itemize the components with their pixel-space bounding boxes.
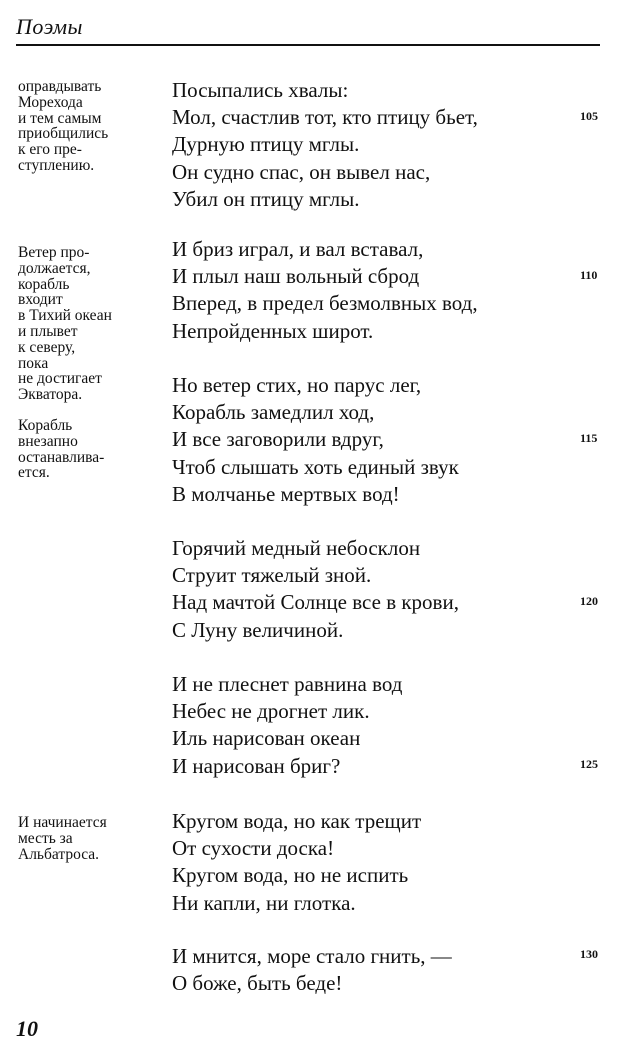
verse-line: С Луну величиной.	[172, 617, 344, 642]
verse-line: И бриз играл, и вал вставал,	[172, 237, 424, 261]
gloss-note: Корабль внезапно останавлива- ется.	[18, 417, 105, 482]
verse-line: Над мачтой Солнце все в крови,	[172, 590, 459, 615]
page-number: 10	[16, 1016, 38, 1041]
stanza	[172, 943, 572, 997]
verse-line: Чтоб слышать хоть единый звук	[172, 454, 459, 479]
verse-line: И все заговорили вдруг,	[172, 427, 384, 452]
verse-line: Мол, счастлив тот, кто птицу бьет,	[172, 105, 478, 130]
verse-line: Вперед, в предел безмолвных вод,	[172, 291, 478, 316]
stanza	[172, 372, 572, 508]
verse-line: Небес не дрогнет лик.	[172, 699, 370, 724]
line-number: 130	[580, 947, 598, 961]
line-number: 125	[580, 757, 598, 771]
verse-line: Непройденных широт.	[172, 318, 374, 343]
stanza	[172, 535, 572, 644]
verse-line: Корабль замедлил ход,	[172, 400, 375, 425]
header-divider	[16, 44, 600, 46]
verse-line: Посыпались хвалы:	[172, 78, 349, 102]
verse-line: И плыл наш вольный сброд	[172, 264, 420, 289]
verse-line: Горячий медный небосклон	[172, 536, 421, 560]
verse-line: И не плеснет равнина вод	[172, 672, 403, 696]
gloss-note: Ветер про- должается, корабль входит в Тихий океан и плывет к северу, пока не достигает Экватора.	[18, 244, 112, 404]
verse-line: О боже, быть беде!	[172, 971, 343, 996]
verse-line: Но ветер стих, но парус лег,	[172, 373, 422, 397]
stanza	[172, 671, 572, 780]
verse-line: И мнится, море стало гнить, —	[172, 944, 452, 968]
verse-line: Он судно спас, он вывел нас,	[172, 159, 431, 184]
stanza	[172, 808, 572, 917]
stanza	[172, 236, 572, 345]
verse-line: Кругом вода, но как трещит	[172, 809, 422, 833]
verse-line: Иль нарисован океан	[172, 726, 361, 751]
verse-line: Кругом вода, но не испить	[172, 863, 409, 888]
verse-line: Дурную птицу мглы.	[172, 132, 360, 157]
gloss-note: И начинается месть за Альбатроса.	[18, 814, 107, 863]
verse-line: От сухости доска!	[172, 836, 335, 861]
gloss-note: оправдывать Морехода и тем самым приобщились к его пре- ступлению.	[18, 78, 109, 174]
verse-line: И нарисован бриг?	[172, 753, 341, 778]
verse-line: Убил он птицу мглы.	[172, 186, 360, 211]
verse-line: Ни капли, ни глотка.	[172, 890, 356, 915]
section-title: Поэмы	[16, 14, 83, 39]
line-number: 120	[580, 594, 598, 608]
line-number: 105	[580, 109, 598, 123]
stanza	[172, 77, 572, 213]
line-number: 115	[580, 431, 598, 445]
verse-line: Струит тяжелый зной.	[172, 563, 372, 588]
line-number: 110	[580, 268, 598, 282]
verse-line: В молчанье мертвых вод!	[172, 481, 400, 506]
